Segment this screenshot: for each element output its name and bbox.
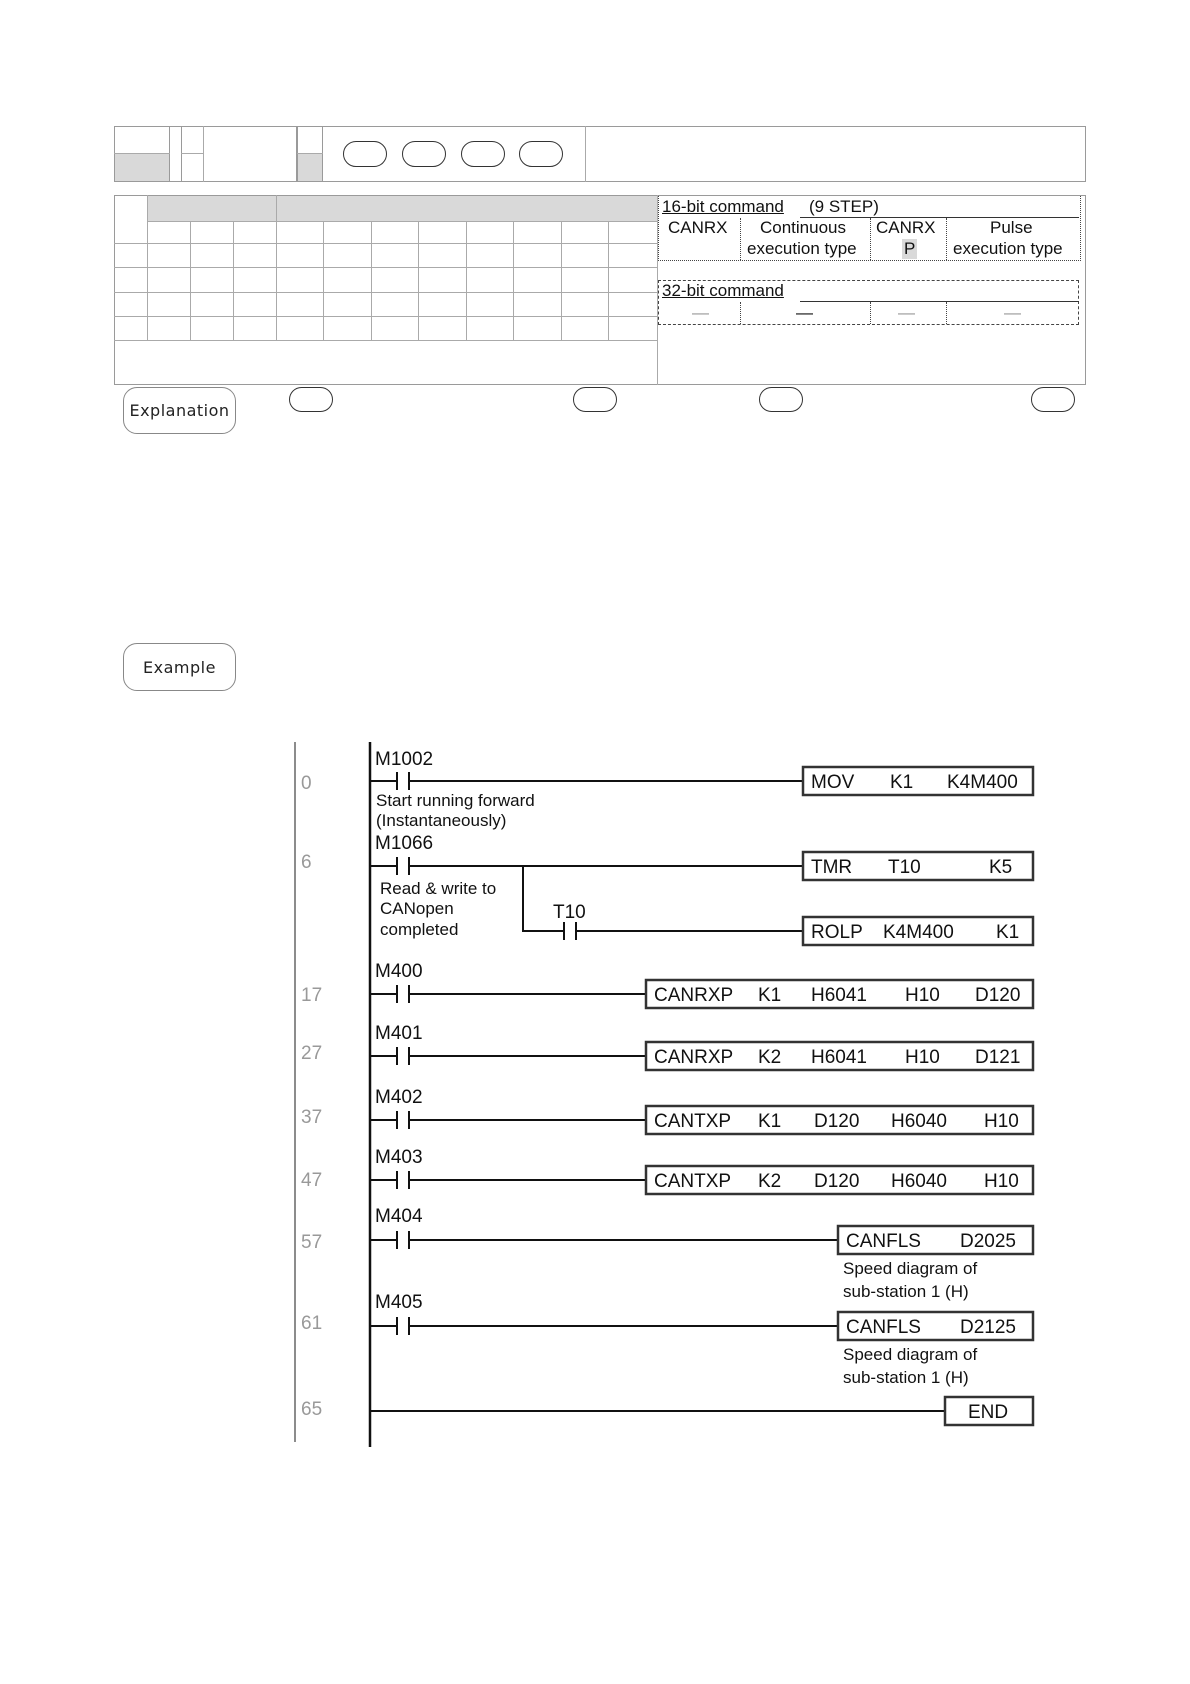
example-button[interactable]: Example [123, 643, 236, 691]
instruction-text: K1 [758, 985, 782, 1006]
instruction-text: CANFLS [846, 1317, 921, 1338]
rung-note: sub-station 1 (H) [843, 1282, 969, 1301]
instruction-text: H10 [984, 1171, 1019, 1192]
instruction-text: D2125 [960, 1317, 1016, 1338]
bit32-dash-2: — [796, 303, 813, 322]
instruction-text: CANTXP [654, 1111, 732, 1132]
step-number: 61 [301, 1313, 323, 1334]
contact-label: T10 [553, 902, 586, 923]
instruction-text: T10 [888, 857, 921, 878]
step-number: 27 [301, 1043, 323, 1064]
step-number: 57 [301, 1232, 323, 1253]
instruction-text: D121 [975, 1047, 1021, 1068]
instruction-text: H6041 [811, 985, 867, 1006]
contact-label: M405 [375, 1292, 423, 1313]
contact-label: M401 [375, 1023, 423, 1044]
bit16-label: 16-bit command [662, 197, 784, 216]
instruction-text: H6041 [811, 1047, 867, 1068]
cmd-continuous-type-2: execution type [747, 239, 857, 258]
cmd-pulse-name: CANRX [876, 218, 936, 237]
rung-note: Start running forward [376, 791, 535, 810]
instruction-text: H10 [905, 985, 940, 1006]
instruction-text: H10 [905, 1047, 940, 1068]
instruction-text: H6040 [891, 1111, 947, 1132]
bit32-label: 32-bit command [662, 281, 784, 300]
contact-label: M404 [375, 1206, 423, 1227]
bit16-steps: (9 STEP) [809, 197, 879, 216]
instruction-text: CANRXP [654, 1047, 734, 1068]
instruction-text: MOV [811, 772, 855, 793]
instruction-text: H10 [984, 1111, 1019, 1132]
cmd-pulse-type-1: Pulse [990, 218, 1033, 237]
step-number: 47 [301, 1170, 323, 1191]
instruction-text: K4M400 [947, 772, 1018, 793]
instruction-text: CANFLS [846, 1231, 921, 1252]
instruction-text: K1 [890, 772, 914, 793]
instruction-text: K1 [758, 1111, 782, 1132]
rung-note: sub-station 1 (H) [843, 1368, 969, 1387]
rung-note: Read & write to [380, 879, 497, 898]
instruction-text: K1 [996, 922, 1020, 943]
rung-note: CANopen [380, 899, 454, 918]
instruction-text: K5 [989, 857, 1013, 878]
instruction-text: D2025 [960, 1231, 1016, 1252]
instruction-text: END [968, 1402, 1009, 1423]
instruction-text: K4M400 [883, 922, 954, 943]
explanation-button[interactable]: Explanation [123, 387, 236, 434]
contact-label: M400 [375, 961, 423, 982]
contact-label: M1066 [375, 833, 434, 854]
instruction-text: K2 [758, 1047, 782, 1068]
contact-label: M1002 [375, 749, 434, 770]
instruction-text: ROLP [811, 922, 863, 943]
contact-label: M403 [375, 1147, 423, 1168]
instruction-text: CANRXP [654, 985, 734, 1006]
bit32-dash-4: — [1004, 303, 1021, 322]
step-number: 0 [301, 773, 312, 794]
cmd-pulse-type-2: execution type [953, 239, 1063, 258]
rung-note: completed [380, 920, 459, 939]
instruction-text: H6040 [891, 1171, 947, 1192]
step-number: 65 [301, 1399, 323, 1420]
instruction-text: CANTXP [654, 1171, 732, 1192]
instruction-text: D120 [814, 1171, 860, 1192]
cmd-continuous-type-1: Continuous [760, 218, 847, 237]
instruction-text: D120 [975, 985, 1021, 1006]
instruction-text: TMR [811, 857, 853, 878]
cmd-pulse-suffix: P [904, 239, 916, 258]
instruction-text: K2 [758, 1171, 782, 1192]
step-number: 37 [301, 1107, 323, 1128]
bit32-dash-3: — [898, 303, 915, 322]
bit32-dash-1: — [692, 303, 709, 322]
rung-note: Speed diagram of [843, 1345, 978, 1364]
rung-note: Speed diagram of [843, 1259, 978, 1278]
instruction-text: D120 [814, 1111, 860, 1132]
step-number: 17 [301, 985, 323, 1006]
cmd-continuous-name: CANRX [668, 218, 728, 237]
step-number: 6 [301, 852, 312, 873]
rung-note: (Instantaneously) [376, 811, 507, 830]
contact-label: M402 [375, 1087, 423, 1108]
